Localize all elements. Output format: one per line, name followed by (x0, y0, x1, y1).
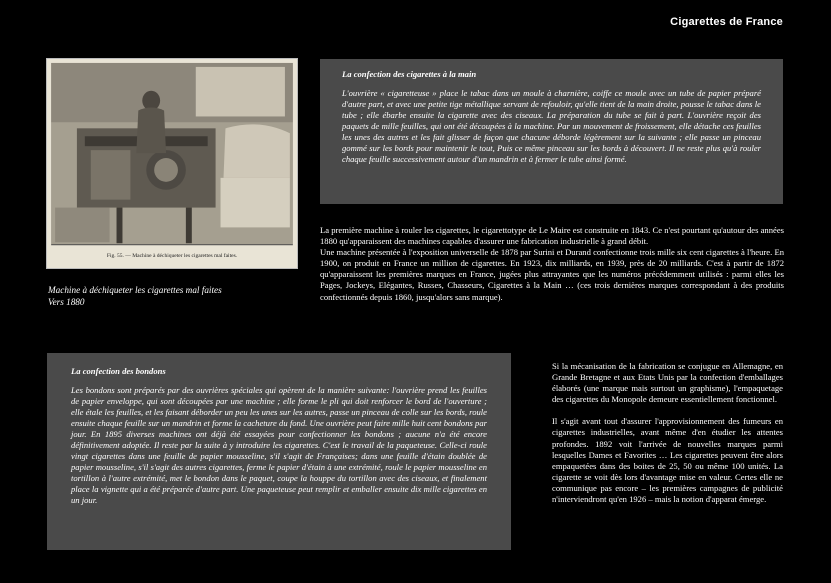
engraving-image (46, 58, 298, 269)
caption-line1: Machine à déchiqueter les cigarettes mal faites (48, 285, 222, 295)
packaging-text (552, 361, 783, 516)
page-title: Cigarettes de France (670, 16, 783, 28)
hand-making-text: L'ouvrière « cigaretteuse » place le tabac dans un moule à charnière, coiffe ce moule avec un tube de papier préparé d'autre part, et avec une petite tige métallique servant de refouloir, qu'elle tient de la main droite, pousse le tabac dans le tube ; elle ébarbe ensuite la cigarette avec des ciseaux. La préparation du tube se fait à part. L'ouvrière reçoit des paquets de mille feuilles, qui ont été découpées à la machine. Par un mouvement de froissement, elle détache ces feuilles les unes des autres et les fait glisser de façon que chacune déborde légèrement sur la suivante ; elle passe un pinceau gommé sur les bords pour maintenir le tout, Puis ce même pinceau sur les bords à découvert. Il ne reste plus qu'à rouler chaque feuille successivement autour d'un mandrin et à fermer le tube ainsi formé. (342, 88, 761, 165)
figure-caption: Fig. 55. — Machine à déchiqueter les cigarettes mal faites. (106, 253, 238, 260)
packaging-paragraph-2: Il s'agit avant tout d'assurer l'approvisionnement des fumeurs en cigarettes industrielles, avant même d'en étudier les attentes profondes. 1892 voit l'arrivée de nouvelles marques parmi lesquelles Dames et Favorites … Les cigarettes peuvent être alors empaquetées dans des boites de 25, 50 ou même 100 unités. La cigarette se voit dès lors d'avantage mise en valeur. Certes elle ne communique pas encore – les premières campagnes de publicité n'interviendront qu'en 1926 – mais la notion d'apparat émerge. (552, 416, 783, 505)
hand-making-title: La confection des cigarettes à la main (342, 69, 477, 79)
history-paragraph-2: Une machine présentée à l'exposition universelle de 1878 par Surini et Durand confectionne trois mille six cent cigarettes à l'heure. En 1900, on produit en France un million de cigarettes. En 1923, dix milliards, en 1939, près de 20 milliards. C'est à partir de 1872 qu'apparaissent les premières marques en France, jugées plus attrayantes que les numéros précédemment utilisés : parmi elles les Pages, Jockeys, Elégantes, Russes, Chasseurs, Cigarettes à la Main … (ces trois dernières marques correspondant à des produits confectionnés depuis 1860, jusqu'alors sans marque). (320, 247, 784, 302)
bondons-title: La confection des bondons (71, 366, 166, 376)
history-paragraph-1: La première machine à rouler les cigarettes, le cigarettotype de Le Maire est construite en 1843. Ce n'est pourtant qu'autour des années 1880 qu'apparaissent des machines capables d'assurer une fabrication industrielle à grand débit. (320, 225, 784, 247)
bondons-text: Les bondons sont préparés par des ouvrières spéciales qui opèrent de la manière suivante: l'ouvrière prend les feuilles de papier enveloppe, qui sont découpées par une machine ; elle forme le pli qui doit renforcer le bord de l'ouverture ; elle étale les feuilles, et les faisant déborder un peu les unes sur les autres, passe un pinceau de colle sur les bords, roule ensuite chaque feuille sur un mandrin et forme la cacheture du fond. Une ouvrière peut faire mille huit cent bondons par jour. En 1895 diverses machines ont déjà été essayées pour confectionner les bondons ; aucune n'a été encore définitivement adoptée. Il reste par la suite à y introduire les cigarettes. C'est le travail de la paqueteuse. Celle-ci roule vingt cigarettes dans une feuille de papier mousseline, s'il s'agit de Françaises; dans une feuille d'étain doublée de papier mousseline, s'il s'agit des autres cigarettes, ferme le papier d'étain à une extrémité, roule le papier mousseline en tortillon à l'autre extrémité, met le bondon dans le paquet, coupe la houppe du tortillon avec des ciseaux, et finalement place la vignette qui a été préparée d'autre part. Une paqueteuse peut remplir et emballer ensuite dix mille cigarettes en un jour. (71, 385, 487, 506)
bondons-box (47, 353, 511, 550)
packaging-paragraph-1: Si la mécanisation de la fabrication se conjugue en Allemagne, en Grande Bretagne et aux Etats Unis par la confection d'emballages élaborés (une marque mais surtout un graphisme), l'empaquetage des cigarettes du Monopole demeure essentiellement fonctionnel. (552, 361, 783, 405)
hand-making-box (320, 59, 783, 204)
history-text (320, 225, 784, 303)
caption-line2: Vers 1880 (48, 297, 85, 307)
photo-caption (48, 284, 288, 308)
